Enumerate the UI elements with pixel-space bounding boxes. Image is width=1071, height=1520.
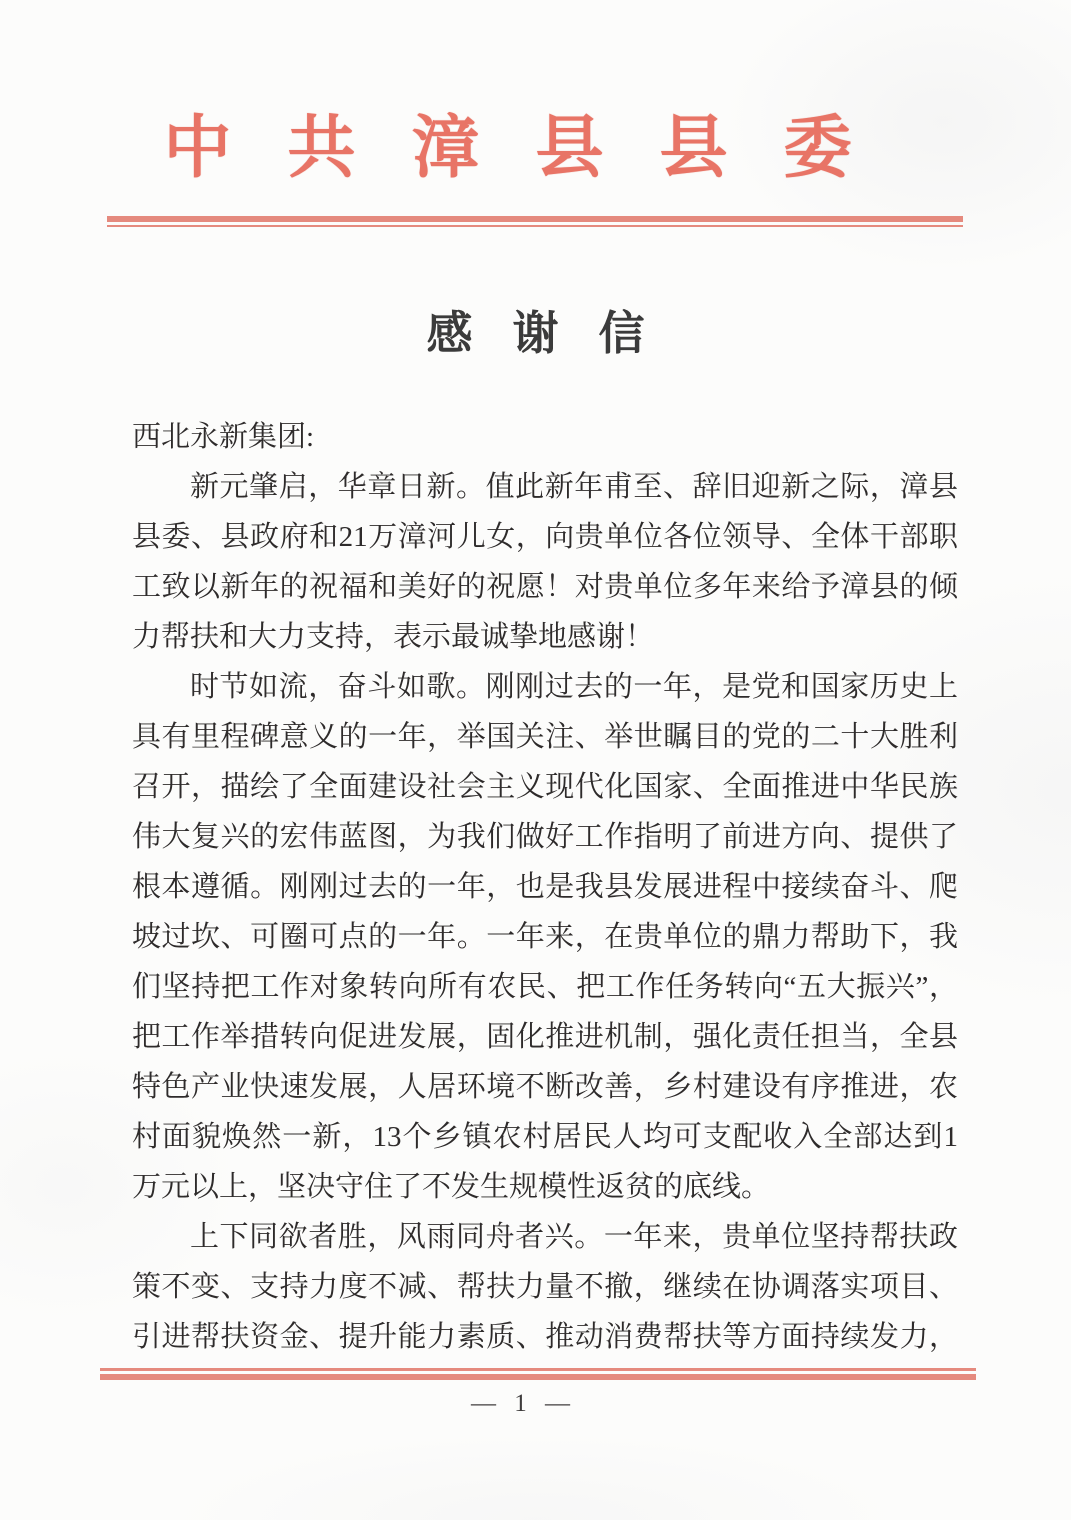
letter-body	[132, 412, 958, 1362]
body-line: 把工作举措转向促进发展，固化推进机制，强化责任担当，全县	[132, 1021, 958, 1053]
divider-thin-line	[100, 1368, 976, 1371]
body-line: 们坚持把工作对象转向所有农民、把工作任务转向“五大振兴”，	[132, 971, 958, 1003]
letterhead-title: 中共漳县县委	[163, 110, 908, 186]
salutation-line: 西北永新集团:	[132, 421, 315, 453]
divider-thin-line	[107, 225, 963, 227]
body-line: 村面貌焕然一新，13个乡镇农村居民人均可支配收入全部达到1	[132, 1121, 958, 1153]
body-line: 具有里程碑意义的一年，举国关注、举世瞩目的党的二十大胜利	[132, 721, 958, 753]
body-line: 根本遵循。刚刚过去的一年，也是我县发展进程中接续奋斗、爬	[132, 871, 958, 903]
document-title: 感谢信	[426, 308, 685, 359]
body-line: 伟大复兴的宏伟蓝图，为我们做好工作指明了前进方向、提供了	[132, 821, 958, 853]
divider-thick-line	[107, 216, 963, 222]
letterhead-divider	[107, 216, 963, 227]
body-line: 引进帮扶资金、提升能力素质、推动消费帮扶等方面持续发力，	[132, 1321, 958, 1353]
page-number: — 1 —	[471, 1390, 576, 1417]
body-line: 召开，描绘了全面建设社会主义现代化国家、全面推进中华民族	[132, 771, 958, 803]
body-line: 坡过坎、可圈可点的一年。一年来，在贵单位的鼎力帮助下，我	[132, 921, 958, 953]
body-line: 时节如流，奋斗如歌。刚刚过去的一年，是党和国家历史上	[190, 671, 958, 703]
body-line: 工致以新年的祝福和美好的祝愿！对贵单位多年来给予漳县的倾	[132, 571, 958, 603]
body-line: 特色产业快速发展，人居环境不断改善，乡村建设有序推进，农	[132, 1071, 958, 1103]
body-line: 上下同欲者胜，风雨同舟者兴。一年来，贵单位坚持帮扶政	[190, 1221, 958, 1253]
body-line: 万元以上，坚决守住了不发生规模性返贫的底线。	[132, 1171, 771, 1203]
divider-thick-line	[100, 1374, 976, 1380]
body-line: 县委、县政府和21万漳河儿女，向贵单位各位领导、全体干部职	[132, 521, 958, 553]
body-line: 新元肇启，华章日新。值此新年甫至、辞旧迎新之际，漳县	[190, 471, 958, 503]
body-line: 力帮扶和大力支持，表示最诚挚地感谢！	[132, 621, 655, 653]
footer-divider	[100, 1368, 976, 1380]
body-line: 策不变、支持力度不减、帮扶力量不撤，继续在协调落实项目、	[132, 1271, 958, 1303]
